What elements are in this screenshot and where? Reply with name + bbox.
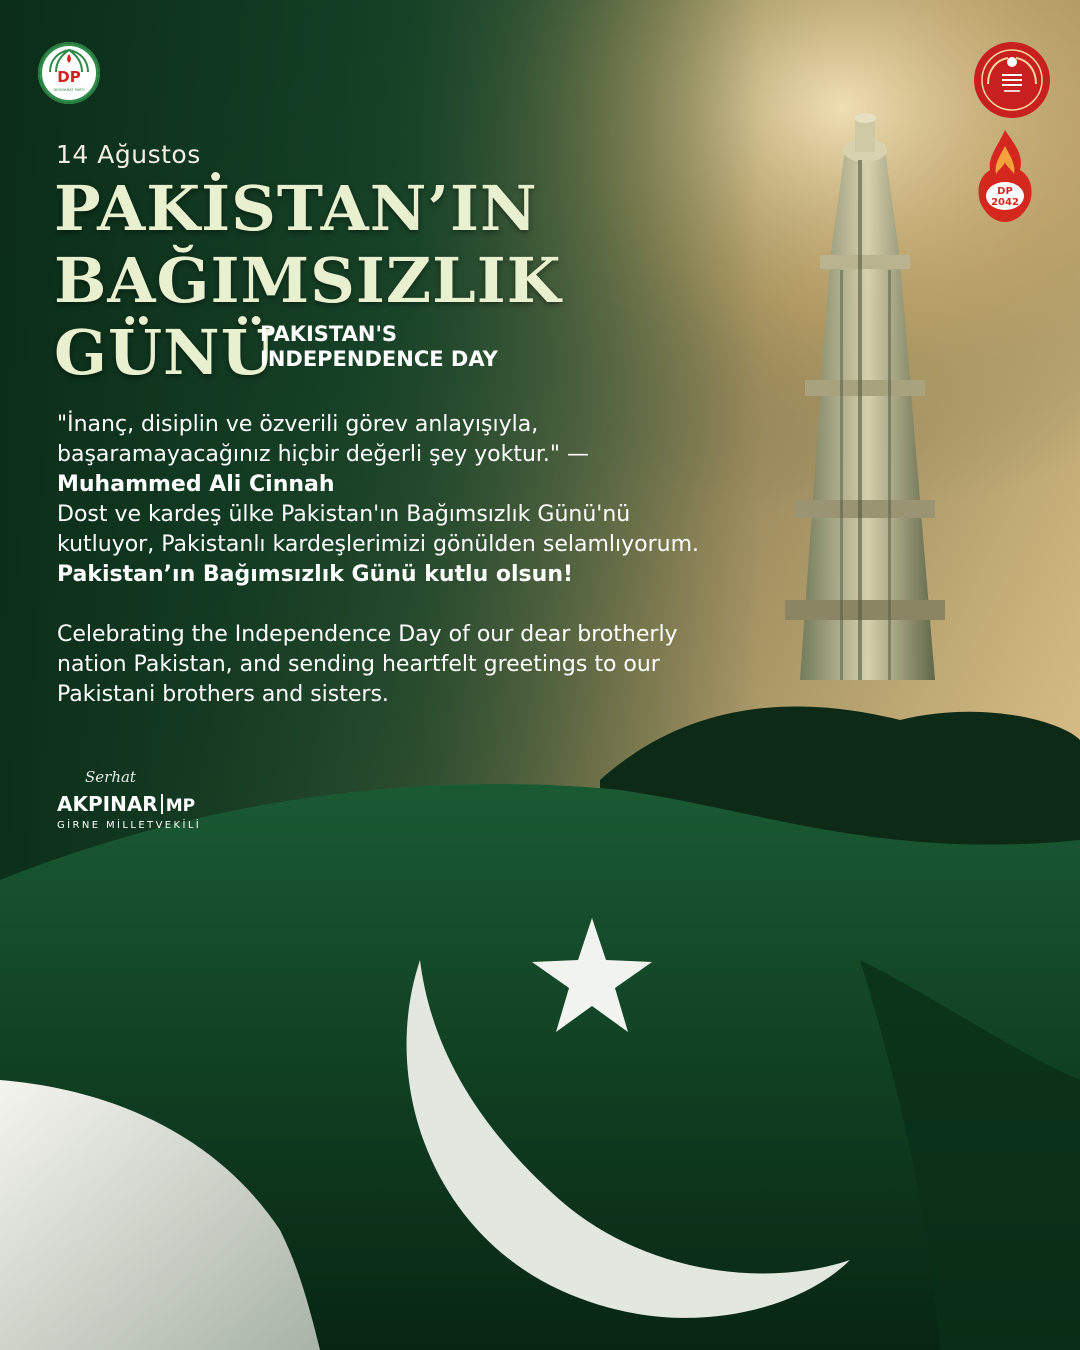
title-line-1: PAKİSTAN’IN: [54, 172, 538, 245]
pakistan-flag: [0, 784, 1080, 1350]
dp-logo-icon: [38, 42, 100, 104]
seal-icon: [972, 40, 1052, 120]
date-label: 14 Ağustos: [56, 140, 201, 169]
subtitle-line-1: PAKISTAN'S: [260, 322, 398, 346]
svg-text:DP: DP: [57, 68, 81, 86]
svg-text:DEMOKRAT PARTİ: DEMOKRAT PARTİ: [53, 88, 85, 92]
svg-text:2042: 2042: [991, 197, 1019, 208]
quote-author: Muhammed Ali Cinnah: [57, 472, 335, 497]
signature-title: MP: [165, 796, 196, 816]
message-block: [57, 410, 717, 710]
parliament-seal: [972, 40, 1052, 120]
subtitle-line-2: INDEPENDENCE DAY: [260, 347, 498, 371]
spacer: [57, 590, 717, 620]
title-line-3: GÜNÜ: [54, 316, 276, 389]
english-subtitle: [260, 322, 498, 372]
dp-2042-logo: [974, 126, 1036, 224]
signature-surname: AKPINAR: [57, 792, 158, 816]
signature-script-name: Serhat: [85, 768, 136, 786]
signature-divider: [161, 794, 163, 814]
quote-text: "İnanç, disiplin ve özverili görev anlayışıyla, başaramayacağınız hiçbir değerli şey yoktur." —: [57, 412, 590, 467]
signature-name: [57, 792, 195, 816]
dp-party-logo: [38, 42, 100, 104]
flame-shield-icon: [974, 126, 1036, 224]
title-line-2: BAĞIMSIZLIK: [54, 244, 562, 317]
greeting-turkish: Dost ve kardeş ülke Pakistan'ın Bağımsızlık Günü'nü kutluyor, Pakistanlı kardeşlerimizi gönülden selamlıyorum.: [57, 502, 699, 557]
wish-turkish: Pakistan’ın Bağımsızlık Günü kutlu olsun!: [57, 562, 574, 587]
signature-role: GİRNE MİLLETVEKİLİ: [57, 820, 202, 831]
greeting-english: Celebrating the Independence Day of our dear brotherly nation Pakistan, and sending heartfelt greetings to our Pakistani brothers and sisters.: [57, 622, 678, 707]
svg-text:DP: DP: [997, 186, 1013, 197]
